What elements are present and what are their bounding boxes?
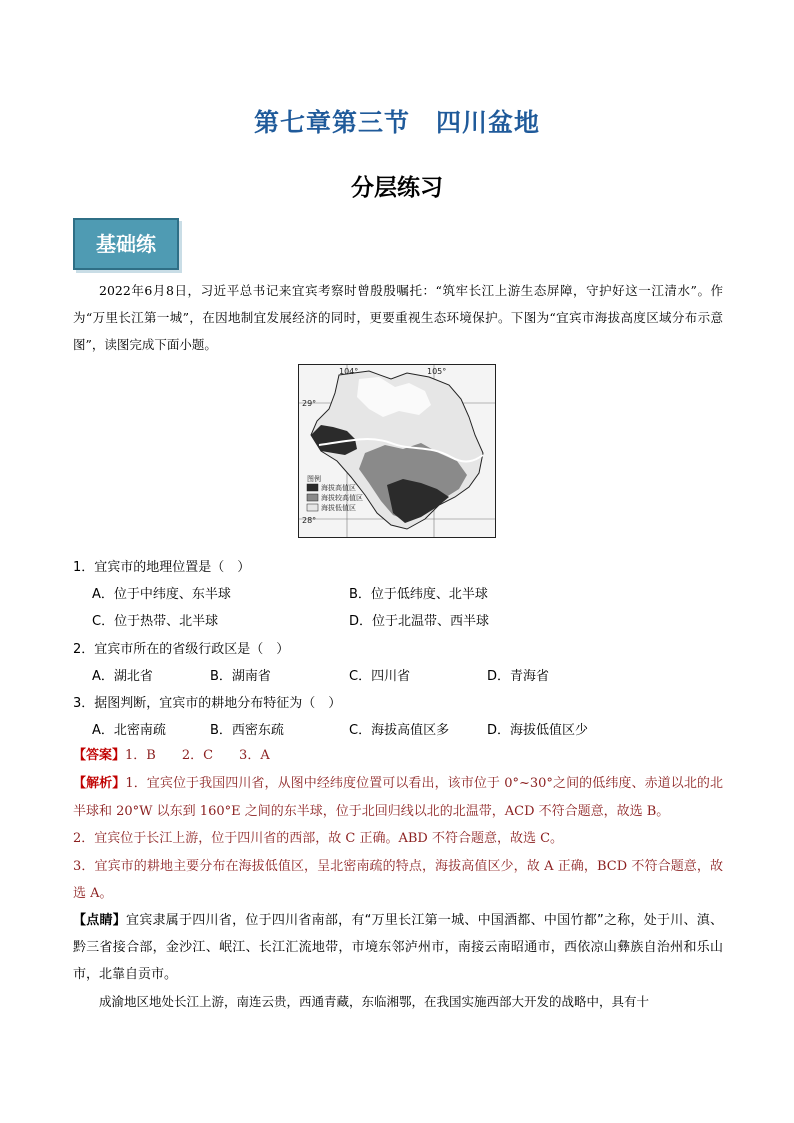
question-2-option-a[interactable]: A．湖北省 [92,669,153,684]
answer-line [73,742,723,770]
page-title: 第七章第三节 四川盆地 [253,108,540,137]
legend-swatch-mid [307,494,318,501]
dianjing-text: 宜宾隶属于四川省，位于四川省南部，有“万里长江第一城、中国酒都、中国竹都”之称，处于川、滇、黔三省接合部，金沙江、岷江、长江汇流地带，市境东邻泸州市，南接云南昭通市，西依凉山彝族自治州和乐山市，北靠自贡市。 [73,913,723,982]
section-label: 基础练 [96,232,156,256]
legend-label-mid: 海拔较高值区 [321,494,363,502]
lon-label-104: 104° [339,367,359,376]
question-2-option-c[interactable]: C．四川省 [349,669,411,684]
lat-label-29: 29° [302,399,317,408]
answer-tag: 【答案】 [73,748,126,763]
legend-label-low: 海拔低值区 [321,504,356,512]
analysis-item-3: 3．宜宾市的耕地主要分布在海拔低值区，呈北密南疏的特点，海拔高值区少，故 A 正确，BCD 不符合题意，故选 A。 [73,858,723,901]
section-badge [73,218,179,270]
lat-label-28: 28° [302,516,317,525]
yibin-elevation-map [298,364,496,538]
dianjing-block [73,907,723,988]
question-2-stem: 2．宜宾市所在的省级行政区是（ ） [73,642,290,657]
question-1-option-a[interactable]: A．位于中纬度、东半球 [92,587,231,602]
question-3-option-b[interactable]: B．西密东疏 [210,723,284,738]
legend-swatch-high [307,484,318,491]
question-2-option-d[interactable]: D．青海省 [487,669,550,684]
legend-title: 图例 [307,475,321,483]
passage-text: 2022年6月8日，习近平总书记来宜宾考察时曾殷殷嘱托：“筑牢长江上游生态屏障，守护好这一江清水”。作为“万里长江第一城”，在因地制宜发展经济的同时，更要重视生态环境保护。下图为“宜宾市海拔高度区域分布示意图”，读图完成下面小题。 [73,283,723,352]
answer-text: 1．B 2．C 3．A [125,748,270,763]
reading-passage [73,277,723,358]
analysis-item-1: 【解析】1．宜宾位于我国四川省，从图中经纬度位置可以看出，该市位于 0°~30°之间的低纬度、赤道以北的北半球和 20°W 以东到 160°E 之间的东半球，位于北回归线以北的北温带，ACD 不符合题意，故选 B。 [73,776,723,819]
next-passage-text: 成渝地区地处长江上游，南连云贵，西通青藏，东临湘鄂，在我国实施西部大开发的战略中，具有十 [99,994,650,1009]
legend-label-high: 海拔高值区 [321,484,356,492]
analysis-block [73,770,723,908]
legend-swatch-low [307,504,318,511]
next-passage [73,988,723,1015]
question-3-stem: 3．据图判断，宜宾市的耕地分布特征为（ ） [73,696,342,711]
dianjing-tag: 【点睛】 [73,913,127,928]
question-2-option-b[interactable]: B．湖南省 [210,669,271,684]
question-1-option-d[interactable]: D．位于北温带、西半球 [349,614,490,629]
lon-label-105: 105° [427,367,447,376]
question-3-option-d[interactable]: D．海拔低值区少 [487,723,589,738]
question-3-option-c[interactable]: C．海拔高值区多 [349,723,450,738]
page-subtitle: 分层练习 [351,175,443,201]
map-graphic [299,365,495,537]
question-3-option-a[interactable]: A．北密南疏 [92,723,166,738]
analysis-item-2: 2．宜宾位于长江上游，位于四川省的西部，故 C 正确。ABD 不符合题意，故选 C。 [73,831,564,846]
question-1-option-b[interactable]: B．位于低纬度、北半球 [349,587,488,602]
question-1-stem: 1．宜宾市的地理位置是（ ） [73,560,251,575]
analysis-tag: 【解析】 [73,776,126,791]
question-1-option-c[interactable]: C．位于热带、北半球 [92,614,219,629]
